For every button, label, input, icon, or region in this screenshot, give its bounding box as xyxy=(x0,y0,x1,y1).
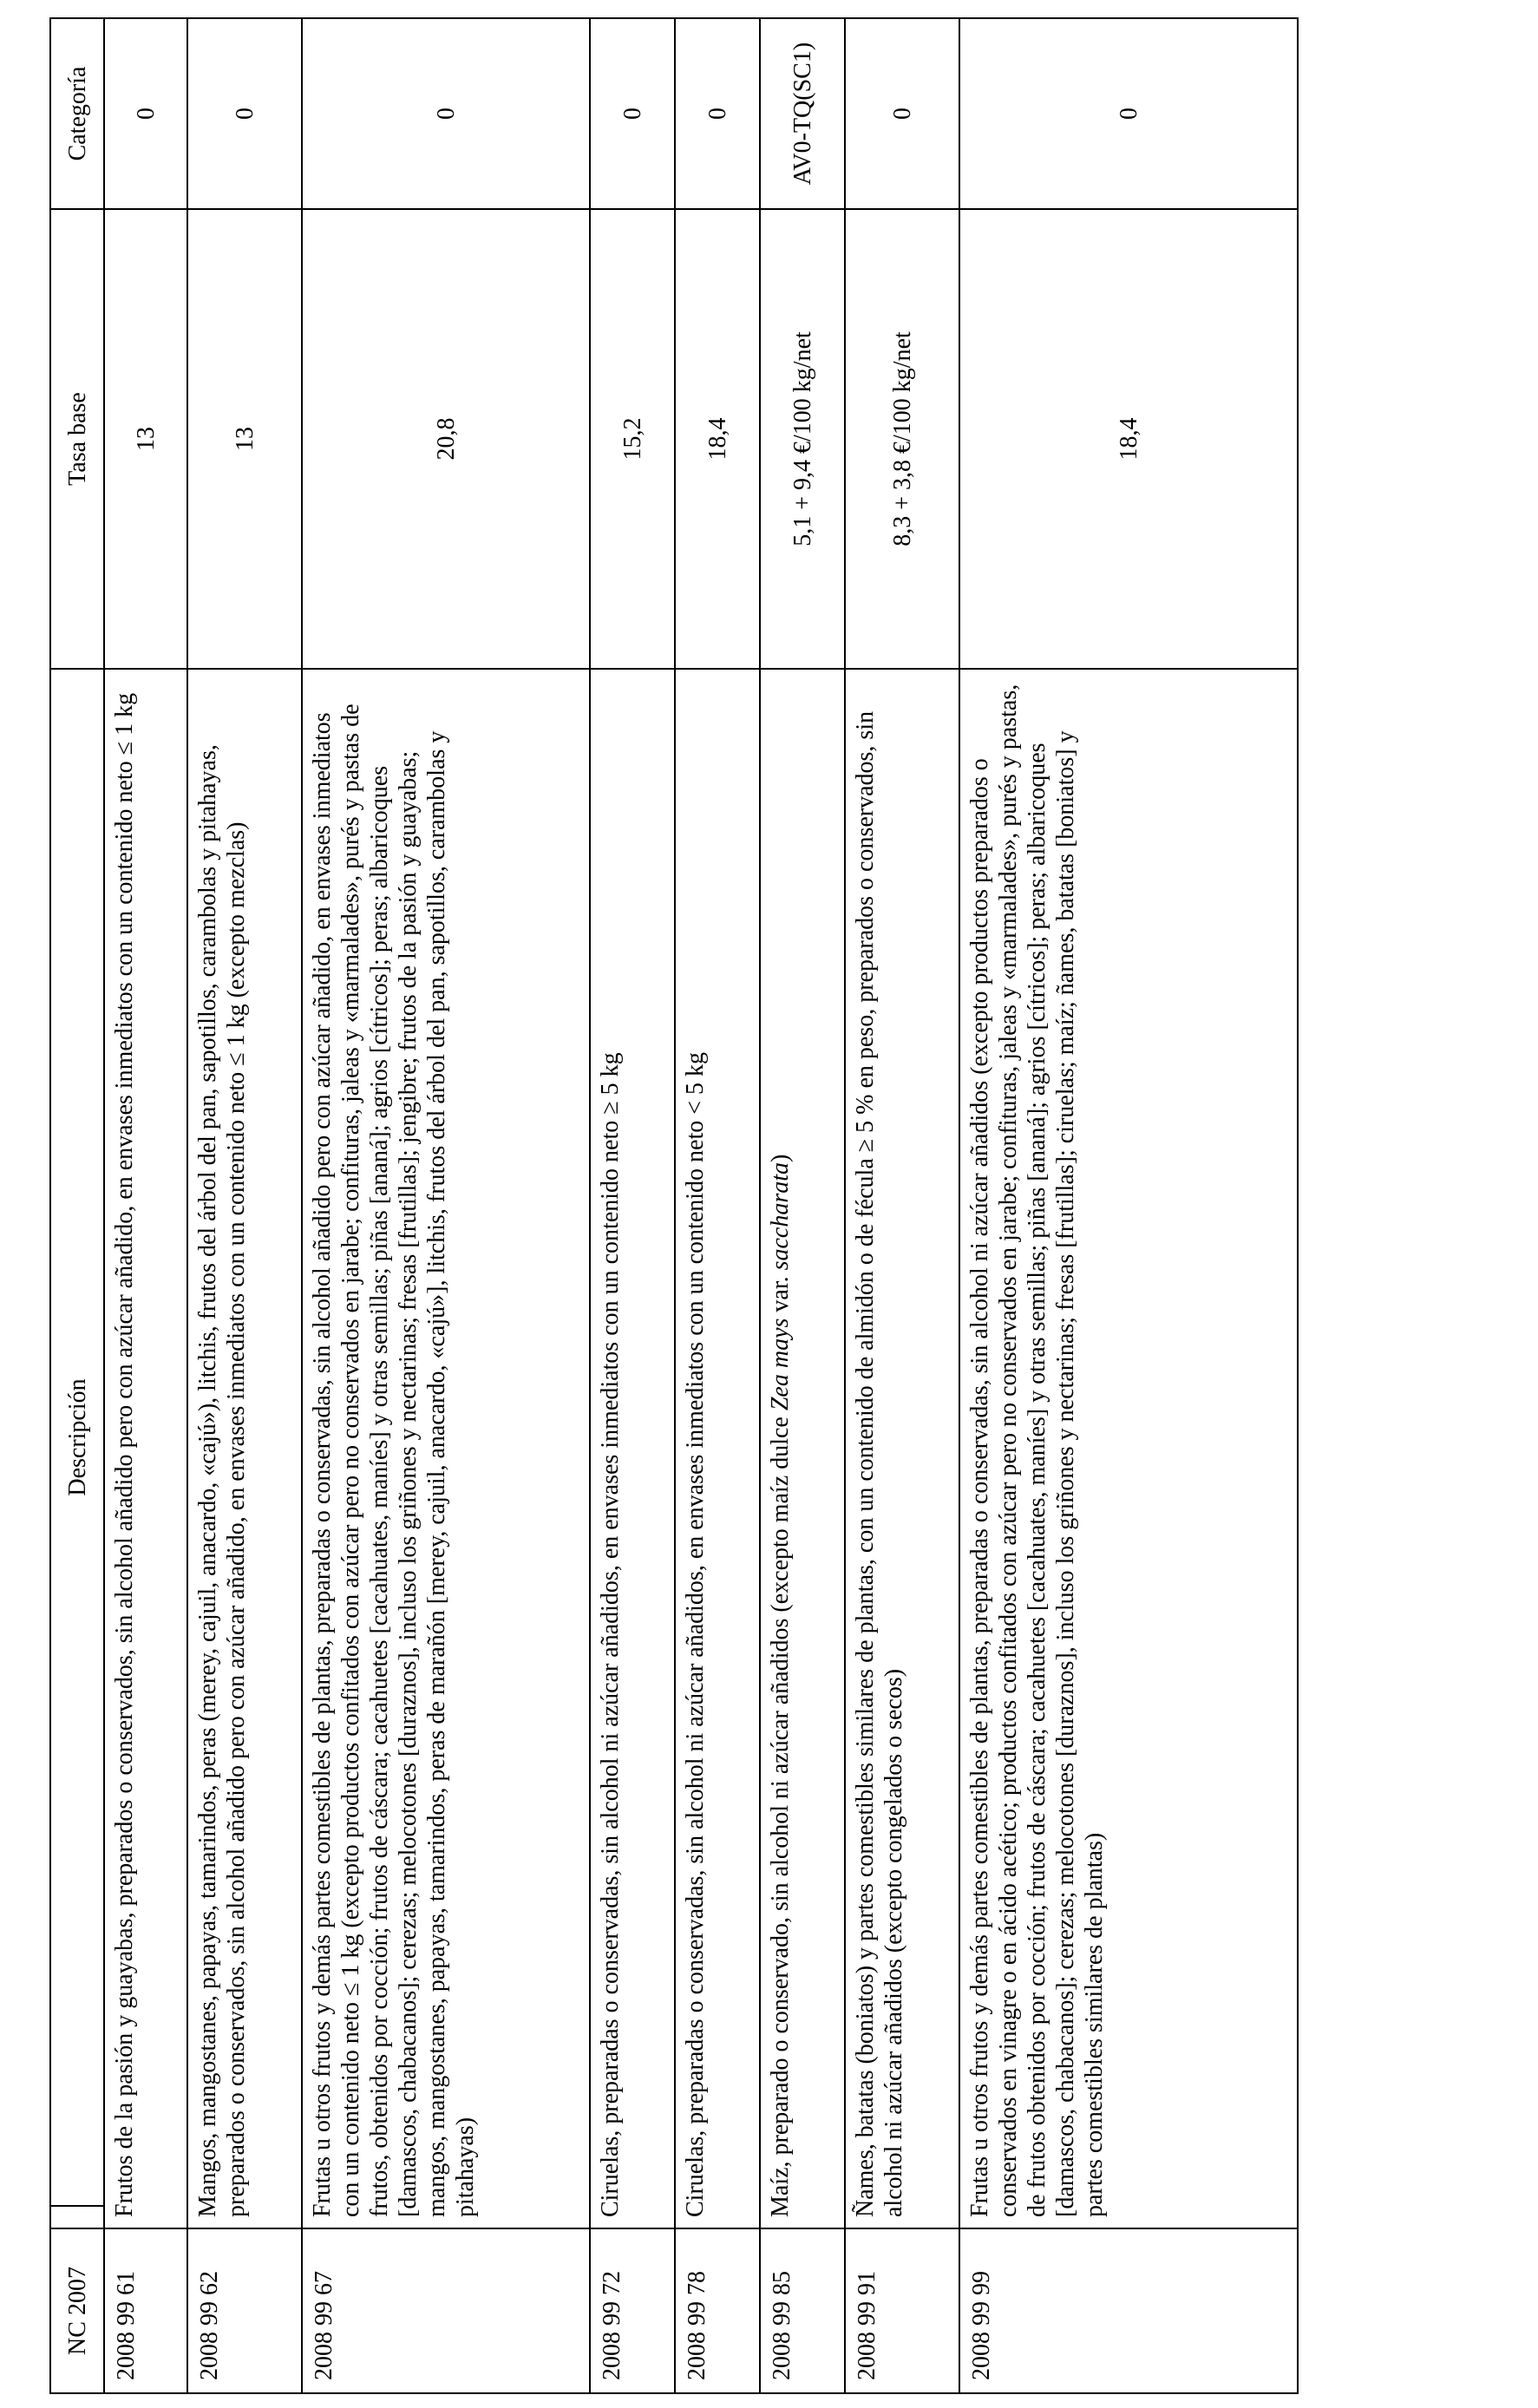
row-rate: 20,8 xyxy=(302,209,590,669)
table-row xyxy=(845,18,959,2393)
table-row xyxy=(959,18,1298,2393)
table-row xyxy=(104,18,187,2393)
row-description: Mangos, mangostanes, papayas, tamarindos, peras (merey, cajuil, anacardo, «cajú»), litchis, frutos del árbol del pan, sapotillos, carambolas y pitahayas, preparados o conservados, sin alcohol añadido pero con azúcar añadido, en envases inmediatos con un contenido neto ≤ 1 kg (excepto mezclas) xyxy=(187,669,302,2228)
header-spacer xyxy=(50,2206,104,2228)
row-rate: 13 xyxy=(104,209,187,669)
tariff-table xyxy=(49,17,1299,2394)
row-description xyxy=(760,669,845,2228)
table-header-row xyxy=(50,18,104,2393)
header-description: Descripción xyxy=(50,669,104,2206)
species-name: Zea mays xyxy=(767,1318,794,1411)
row-description: Frutas u otros frutos y demás partes comestibles de plantas, preparadas o conservadas, sin alcohol ni azúcar añadidos (excepto productos preparados o conservados en vinagre o en ácido acético; productos confitados con azúcar pero no conservados en jarabe; confituras, jaleas y «marmalades», purés y pastas, de frutos obtenidos por cocción; frutos de cáscara; cacahuetes [cacahuates, maníes] y otras semillas; piñas [ananá]; agrios [cítricos]; peras; albaricoques [damascos, chabacanos]; cerezas; melocotones [duraznos], incluso los griñones y nectarinas; fresas [frutillas]; ciruelas; maíz; ñames, batatas [boniatos] y partes comestibles similares de plantas) xyxy=(959,669,1298,2228)
row-rate: 18,4 xyxy=(959,209,1298,669)
variety-name: saccharata xyxy=(767,1161,794,1271)
row-code: 2008 99 61 xyxy=(104,2228,187,2393)
row-code: 2008 99 72 xyxy=(590,2228,675,2393)
row-category: 0 xyxy=(104,18,187,209)
row-code: 2008 99 91 xyxy=(845,2228,959,2393)
row-description: Frutos de la pasión y guayabas, preparados o conservados, sin alcohol añadido pero con azúcar añadido, en envases inmediatos con un contenido neto ≤ 1 kg xyxy=(104,669,187,2228)
row-rate: 15,2 xyxy=(590,209,675,669)
row-category: 0 xyxy=(590,18,675,209)
table-row xyxy=(187,18,302,2393)
table-row xyxy=(302,18,590,2393)
table-row xyxy=(675,18,760,2393)
header-rate: Tasa base xyxy=(50,209,104,669)
row-rate: 18,4 xyxy=(675,209,760,669)
rotated-table-container xyxy=(49,19,1299,2394)
row-description: Frutas u otros frutos y demás partes comestibles de plantas, preparadas o conservadas, sin alcohol añadido pero con azúcar añadido, en envases inmediatos con un contenido neto ≤ 1 kg (excepto productos confitados con azúcar pero no conservados en jarabe; confituras, jaleas y «marmalades», purés y pastas de frutos, obtenidos por cocción; frutos de cáscara; cacahuetes [cacahuates, maníes] y otras semillas; piñas [ananá]; agrios [cítricos]; peras; albaricoques [damascos, chabacanos]; cerezas; melocotones [duraznos], incluso los griñones y nectarinas; fresas [frutillas]; jengibre; frutos de la pasión y guayabas; mangos, mangostanes, papayas, tamarindos, peras de marañón [merey, cajuil, anacardo, «cajú»], litchis, frutos del árbol del pan, sapotillos, carambolas y pitahayas) xyxy=(302,669,590,2228)
row-description: Ñames, batatas (boniatos) y partes comestibles similares de plantas, con un contenido de almidón o de fécula ≥ 5 % en peso, preparados o conservados, sin alcohol ni azúcar añadidos (excepto congelados o secos) xyxy=(845,669,959,2228)
row-rate: 5,1 + 9,4 €/100 kg/net xyxy=(760,209,845,669)
header-code: NC 2007 xyxy=(50,2228,104,2393)
row-code: 2008 99 99 xyxy=(959,2228,1298,2393)
row-code: 2008 99 67 xyxy=(302,2228,590,2393)
header-category: Categoría xyxy=(50,18,104,209)
row-description: Ciruelas, preparadas o conservadas, sin alcohol ni azúcar añadidos, en envases inmediatos con un contenido neto ≥ 5 kg xyxy=(590,669,675,2228)
row-rate: 8,3 + 3,8 €/100 kg/net xyxy=(845,209,959,669)
description-text: ) xyxy=(767,1154,794,1162)
row-rate: 13 xyxy=(187,209,302,669)
row-category: 0 xyxy=(187,18,302,209)
row-category: 0 xyxy=(845,18,959,209)
row-code: 2008 99 62 xyxy=(187,2228,302,2393)
row-code: 2008 99 78 xyxy=(675,2228,760,2393)
table-row xyxy=(760,18,845,2393)
row-category: 0 xyxy=(302,18,590,209)
table-row xyxy=(590,18,675,2393)
row-category: 0 xyxy=(675,18,760,209)
row-category: AV0-TQ(SC1) xyxy=(760,18,845,209)
row-category: 0 xyxy=(959,18,1298,209)
description-text: Maíz, preparado o conservado, sin alcohol ni azúcar añadidos (excepto maíz dulce xyxy=(767,1410,794,2217)
row-code: 2008 99 85 xyxy=(760,2228,845,2393)
row-description: Ciruelas, preparadas o conservadas, sin alcohol ni azúcar añadidos, en envases inmediatos con un contenido neto < 5 kg xyxy=(675,669,760,2228)
description-text: var. xyxy=(767,1270,794,1319)
